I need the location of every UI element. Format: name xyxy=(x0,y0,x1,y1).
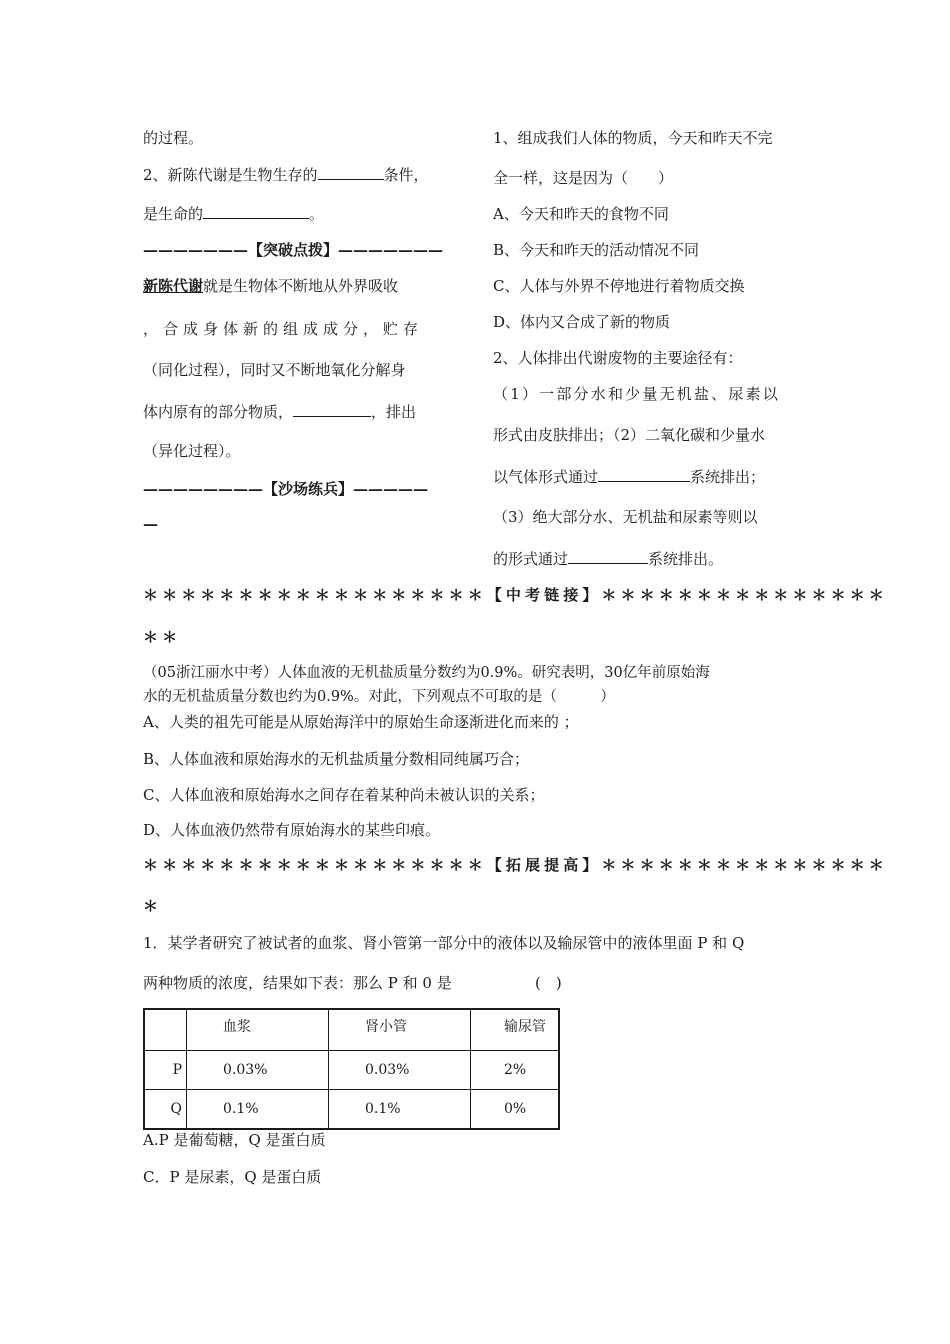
q2-text-c: 是生命的 xyxy=(143,205,204,223)
exam-option-a: A、人类的祖先可能是从原始海洋中的原始生命逐渐进化而来的 ； xyxy=(143,713,579,731)
q2-excretion-line3: 形式由皮肤排出；（2）二氧化碳和少量水 xyxy=(493,426,766,444)
answer-blank[interactable] xyxy=(568,548,648,564)
table-header-cell: 肾小管 xyxy=(329,1009,471,1051)
table-row xyxy=(144,1090,559,1130)
answer-parentheses: ( ) xyxy=(535,974,562,992)
definition-line4 xyxy=(143,401,416,422)
practice-header-tail: — xyxy=(143,515,158,533)
definition-line2: ，合成身体新的组成成分，贮存 xyxy=(143,320,424,338)
extension-question-line1: 1．某学者研究了被试者的血浆、肾小管第一部分中的液体以及输尿管中的液体里面 P 和 Q xyxy=(143,934,745,952)
q2-text: 系统排出； xyxy=(690,468,766,486)
q1-option-a: A、今天和昨天的食物不同 xyxy=(493,205,669,223)
table-cell: 0.03% xyxy=(187,1051,329,1090)
q2-text-d: 。 xyxy=(309,205,325,223)
q2-excretion-line1: 2、人体排出代谢废物的主要途径有： xyxy=(493,349,743,367)
extension-option-c: C．P 是尿素，Q 是蛋白质 xyxy=(143,1168,322,1186)
q2-excretion-line6 xyxy=(493,548,723,569)
table-header-cell xyxy=(144,1009,187,1051)
q1-stem-line1: 1、组成我们人体的物质，今天和昨天不完 xyxy=(493,129,773,147)
definition-text: 体内原有的部分物质， xyxy=(143,403,294,421)
q1-stem-line2: 全一样，这是因为（ ） xyxy=(493,169,674,187)
definition-term: 新陈代谢 xyxy=(143,277,204,295)
q1-option-b: B、今天和昨天的活动情况不同 xyxy=(493,241,700,259)
q2-text: 系统排出。 xyxy=(648,550,724,568)
table-row xyxy=(144,1051,559,1090)
table-header-row xyxy=(144,1009,559,1051)
extension-header-tail: ＊ xyxy=(143,897,163,915)
answer-blank[interactable] xyxy=(203,203,309,219)
table-cell: 0.1% xyxy=(329,1090,471,1130)
table-cell: 2% xyxy=(471,1051,560,1090)
definition-line3: （同化过程），同时又不断地氧化分解身 xyxy=(143,361,406,379)
table-cell: P xyxy=(144,1051,187,1090)
exam-option-d: D、人体血液仍然带有原始海水的某些印痕。 xyxy=(143,821,441,839)
definition-text: 就是生物体不断地从外界吸收 xyxy=(203,277,399,295)
extension-option-a: A.P 是葡萄糖，Q 是蛋白质 xyxy=(143,1131,326,1149)
q1-option-c: C、人体与外界不停地进行着物质交换 xyxy=(493,277,745,295)
table-cell: Q xyxy=(144,1090,187,1130)
answer-blank[interactable] xyxy=(318,164,384,180)
q2-excretion-line5: （3）绝大部分水、无机盐和尿素等则以 xyxy=(493,508,758,526)
concentration-table xyxy=(143,1008,560,1130)
definition-line1 xyxy=(143,276,398,296)
extension-header: ＊＊＊＊＊＊＊＊＊＊＊＊＊＊＊＊＊＊【拓展提高】＊＊＊＊＊＊＊＊＊＊＊＊＊＊＊ xyxy=(143,856,888,874)
exam-link-header: ＊＊＊＊＊＊＊＊＊＊＊＊＊＊＊＊＊＊【中考链接】＊＊＊＊＊＊＊＊＊＊＊＊＊＊＊ xyxy=(143,586,888,604)
q2-excretion-line2: （1）一部分水和少量无机盐、尿素以 xyxy=(493,385,780,403)
q2-text-b: 条件， xyxy=(383,166,429,184)
exam-option-c: C、人体血液和原始海水之间存在着某种尚未被认识的关系； xyxy=(143,786,545,804)
extension-question-line2: 两种物质的浓度，结果如下表：那么 P 和 0 是 xyxy=(143,974,452,992)
q2-metabolism-line1 xyxy=(143,164,429,185)
q1-option-d: D、体内又合成了新的物质 xyxy=(493,313,671,331)
q2-text: 的形式通过 xyxy=(493,550,569,568)
table-header-cell: 输尿管 xyxy=(471,1009,560,1051)
left-line-process: 的过程。 xyxy=(143,129,204,147)
exam-link-header-tail: ＊＊ xyxy=(143,628,182,646)
q2-text: 以气体形式通过 xyxy=(493,468,599,486)
q2-text-a: 2、新陈代谢是生物生存的 xyxy=(143,166,318,184)
answer-blank[interactable] xyxy=(293,401,371,417)
definition-line5: （异化过程）。 xyxy=(143,442,241,460)
table-cell: 0.03% xyxy=(329,1051,471,1090)
practice-header: ————————【沙场练兵】————— xyxy=(143,480,429,498)
q2-metabolism-line2 xyxy=(143,203,324,224)
definition-text: ，排出 xyxy=(371,403,417,421)
breakthrough-header: ———————【突破点拨】——————— xyxy=(143,241,444,259)
table-header-cell: 血浆 xyxy=(187,1009,329,1051)
table-cell: 0% xyxy=(471,1090,560,1130)
exam-question-line2: 水的无机盐质量分数也约为0.9%。对此，下列观点不可取的是（ ） xyxy=(143,689,615,705)
q2-excretion-line4 xyxy=(493,466,765,487)
table-cell: 0.1% xyxy=(187,1090,329,1130)
answer-blank[interactable] xyxy=(598,466,690,482)
exam-option-b: B、人体血液和原始海水的无机盐质量分数相同纯属巧合； xyxy=(143,750,530,768)
exam-question-line1: （05浙江丽水中考）人体血液的无机盐质量分数约为0.9%。研究表明，30亿年前原始海 xyxy=(143,665,710,681)
